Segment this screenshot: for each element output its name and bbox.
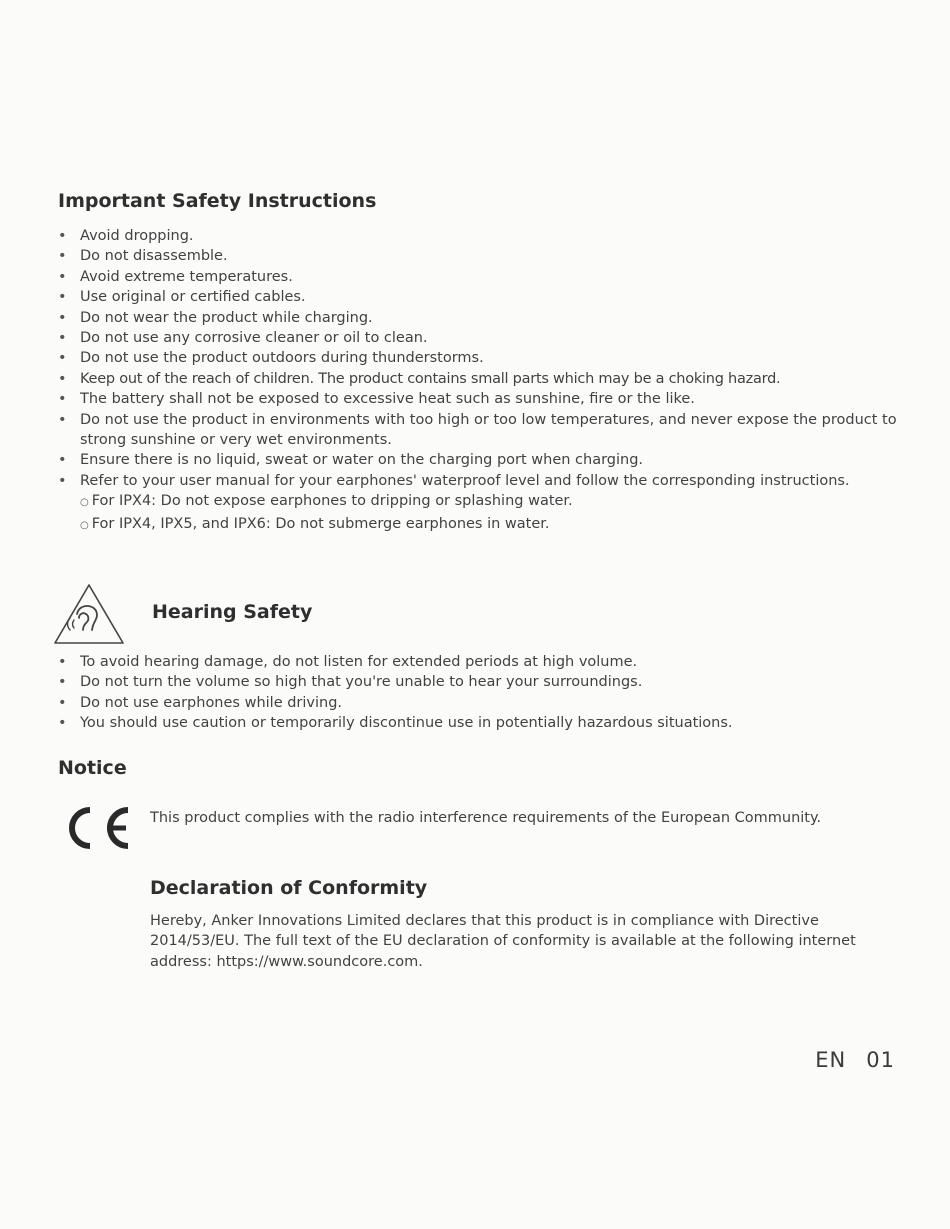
hearing-title: Hearing Safety (152, 601, 313, 623)
notice-text: This product complies with the radio interference requirements of the European Community. (150, 810, 822, 826)
page-number: 01 (866, 1048, 895, 1072)
list-item: • Avoid dropping. (58, 226, 908, 246)
safety-title: Important Safety Instructions (58, 190, 377, 212)
list-item: • Do not use the product outdoors during thunderstorms. (58, 348, 908, 368)
list-item: • Ensure there is no liquid, sweat or water on the charging port when charging. (58, 450, 908, 470)
language-code: EN (815, 1048, 847, 1072)
list-item: • Do not use the product in environments with too high or too low temperatures, and never expose the product to strong sunshine or very wet environments. (58, 410, 908, 451)
notice-title: Notice (58, 757, 127, 779)
sub-list (80, 491, 908, 536)
list-item-text: Refer to your user manual for your earphones' waterproof level and follow the corresponding instructions. (80, 472, 850, 489)
safety-list (58, 226, 908, 536)
list-item: • Do not disassemble. (58, 246, 908, 266)
ring-bullet-icon: ○ (80, 497, 89, 509)
list-item: • The battery shall not be exposed to excessive heat such as sunshine, fire or the like. (58, 389, 908, 409)
page-footer (815, 1048, 895, 1072)
list-item: • Use original or certified cables. (58, 287, 908, 307)
list-item: • To avoid hearing damage, do not listen for extended periods at high volume. (58, 652, 908, 672)
ring-bullet-icon: ○ (80, 519, 89, 531)
list-item: • Do not use any corrosive cleaner or oil to clean. (58, 328, 908, 348)
list-item: • Do not turn the volume so high that you're unable to hear your surroundings. (58, 672, 908, 692)
list-item: • You should use caution or temporarily discontinue use in potentially hazardous situations. (58, 713, 908, 733)
list-item: • Keep out of the reach of children. The product contains small parts which may be a choking hazard. (58, 369, 908, 389)
hearing-warning-icon (52, 582, 126, 646)
declaration-text: Hereby, Anker Innovations Limited declares that this product is in compliance with Directive 2014/53/EU. The full text of the EU declaration of conformity is available at the following internet address: https://www.soundcore.com. (150, 913, 856, 970)
sub-list-item: ○ For IPX4, IPX5, and IPX6: Do not submerge earphones in water. (80, 515, 550, 532)
list-item (58, 471, 908, 536)
list-item: • Do not wear the product while charging. (58, 308, 908, 328)
list-item: • Avoid extreme temperatures. (58, 267, 908, 287)
hearing-list (58, 652, 908, 734)
declaration-title: Declaration of Conformity (150, 877, 428, 899)
ce-mark-icon (58, 804, 134, 852)
list-item: • Do not use earphones while driving. (58, 693, 908, 713)
sub-list-item: ○ For IPX4: Do not expose earphones to dripping or splashing water. (80, 493, 573, 510)
